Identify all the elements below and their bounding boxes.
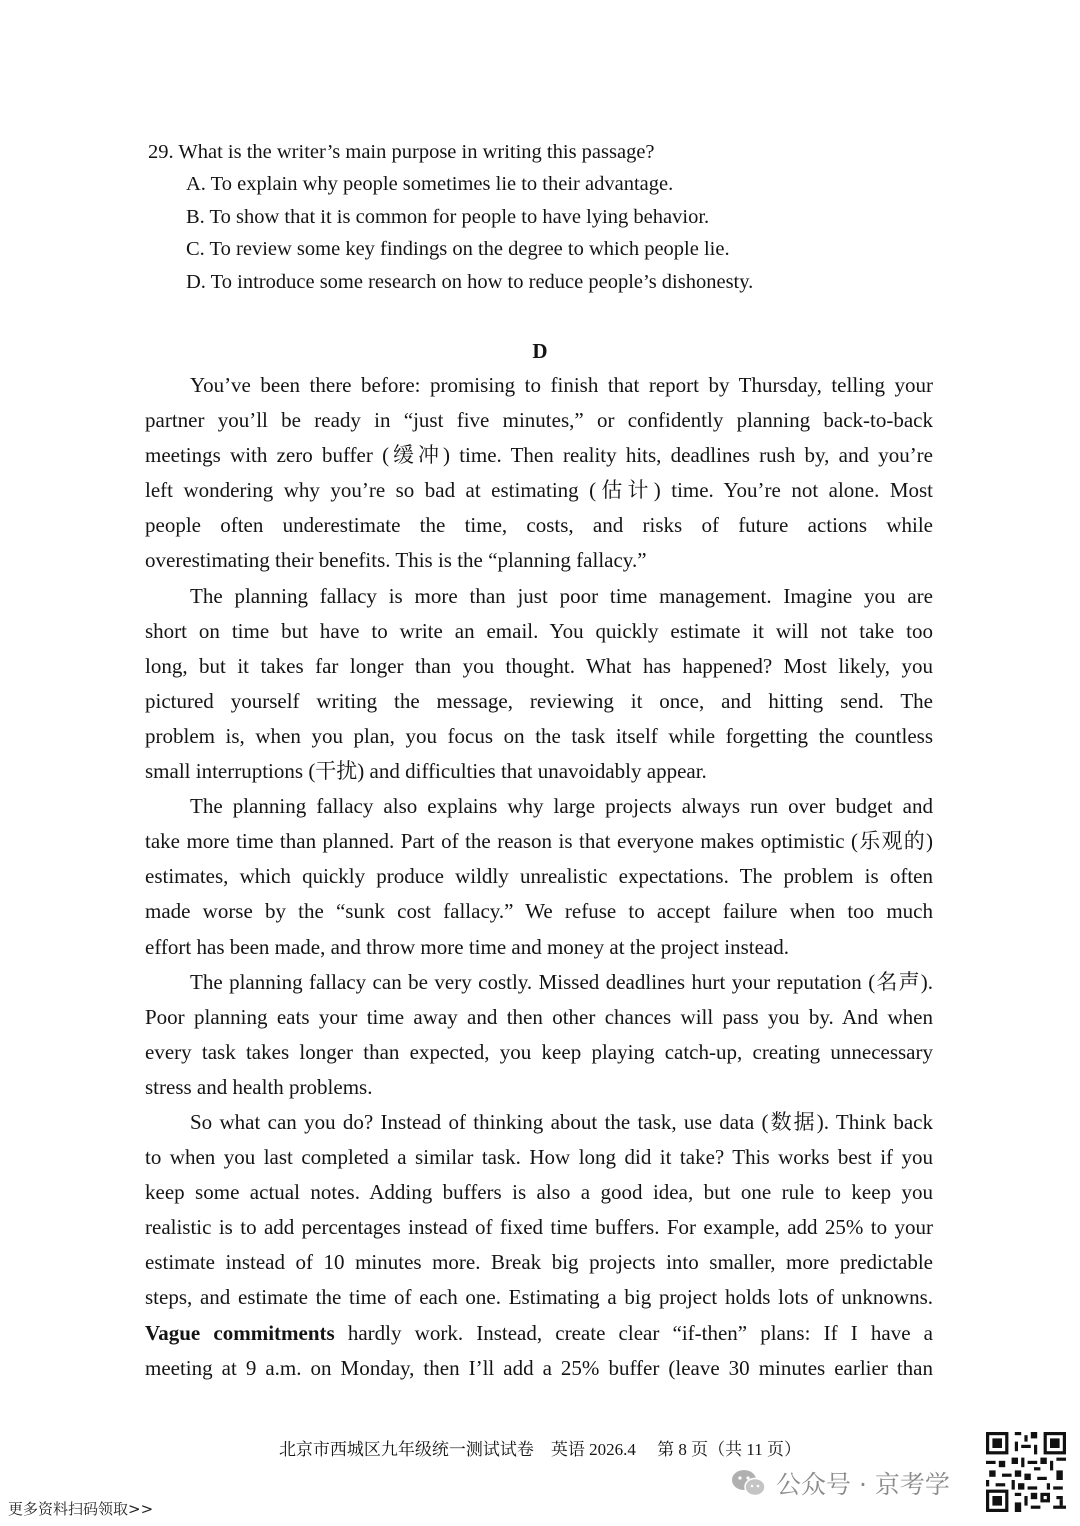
watermark-text: 公众号 · 京考学 <box>776 1470 950 1499</box>
option-c: C. To review some key findings on the degree to which people lie. <box>186 238 730 260</box>
paragraph-line: realistic is to add percentages instead of fixed time buffers. For example, add 25% to your <box>145 1215 933 1240</box>
section-title: D <box>532 339 548 363</box>
paragraph-line: left wondering why you’re so bad at estimating (估计) time. You’re not alone. Most <box>145 478 933 503</box>
option-b: B. To show that it is common for people to have lying behavior. <box>186 205 710 228</box>
paragraph-line: partner you’ll be ready in “just five minutes,” or confidently planning back-to-back <box>145 408 933 433</box>
paragraph-line: pictured yourself writing the message, reviewing it once, and hitting send. The <box>145 688 933 713</box>
paragraph-line: overestimating their benefits. This is the “planning fallacy.” <box>145 548 647 573</box>
paragraph-line: effort has been made, and throw more time and money at the project instead. <box>145 934 789 959</box>
paragraph-line: people often underestimate the time, costs, and risks of future actions while <box>145 513 933 538</box>
paragraph-line: estimates, which quickly produce wildly unrealistic expectations. The problem is often <box>145 864 933 889</box>
page-footer: 北京市西城区九年级统一测试试卷 英语 2026.4 第 8 页（共 11 页） <box>278 1440 802 1459</box>
question-stem: 29. What is the writer’s main purpose in writing this passage? <box>148 141 655 163</box>
paragraph-line: The planning fallacy also explains why large projects always run over budget and <box>190 794 933 819</box>
paragraph-line: take more time than planned. Part of the reason is that everyone makes optimistic (乐观的) <box>145 829 933 854</box>
paragraph-line: You’ve been there before: promising to finish that report by Thursday, telling your <box>190 373 933 397</box>
paragraph-line: made worse by the “sunk cost fallacy.” We refuse to accept failure when too much <box>145 899 933 924</box>
paragraph-line <box>145 1316 933 1351</box>
paragraph-line: The planning fallacy can be very costly. Missed deadlines hurt your reputation (名声). <box>190 969 933 994</box>
paragraph-line: Poor planning eats your time away and then other chances will pass you by. And when <box>145 1004 933 1029</box>
bold-phrase: Vague commitments <box>145 1320 335 1345</box>
paragraph-line: problem is, when you plan, you focus on the task itself while forgetting the countless <box>145 723 933 748</box>
wechat-icon <box>730 1468 768 1498</box>
paragraph-line: meeting at 9 a.m. on Monday, then I’ll add a 25% buffer (leave 30 minutes earlier than <box>145 1355 933 1380</box>
qr-code-icon[interactable] <box>986 1432 1066 1512</box>
paragraph-line: keep some actual notes. Adding buffers is also a good idea, but one rule to keep you <box>145 1180 933 1205</box>
paragraph-line: to when you last completed a similar task. How long did it take? This works best if you <box>145 1145 933 1170</box>
paragraph-line: every task takes longer than expected, you keep playing catch-up, creating unnecessary <box>145 1039 933 1064</box>
paragraph-line: So what can you do? Instead of thinking about the task, use data (数据). Think back <box>190 1109 933 1134</box>
option-a: A. To explain why people sometimes lie to their advantage. <box>186 173 674 195</box>
option-d: D. To introduce some research on how to reduce people’s dishonesty. <box>186 270 754 293</box>
paragraph-line: meetings with zero buffer (缓冲) time. Then reality hits, deadlines rush by, and you’re <box>145 443 933 468</box>
paragraph-line: stress and health problems. <box>145 1074 373 1099</box>
paragraph-line: steps, and estimate the time of each one. Estimating a big project holds lots of unknowns. <box>145 1285 933 1310</box>
watermark <box>730 1463 950 1503</box>
question-29 <box>148 136 948 298</box>
paragraph-line: The planning fallacy is more than just poor time management. Imagine you are <box>190 583 933 608</box>
paragraph-line: long, but it takes far longer than you thought. What has happened? Most likely, you <box>145 653 933 678</box>
passage <box>145 368 933 1386</box>
line-continuation: hardly work. Instead, create clear “if-then” plans: If I have a <box>334 1320 934 1345</box>
paragraph-line: short on time but have to write an email. You quickly estimate it will not take too <box>145 618 933 643</box>
paragraph-line: small interruptions (干扰) and difficulties that unavoidably appear. <box>145 759 707 784</box>
paragraph-line: estimate instead of 10 minutes more. Break big projects into smaller, more predictable <box>145 1250 933 1275</box>
more-resources-link[interactable]: 更多资料扫码领取>> <box>8 1500 154 1518</box>
